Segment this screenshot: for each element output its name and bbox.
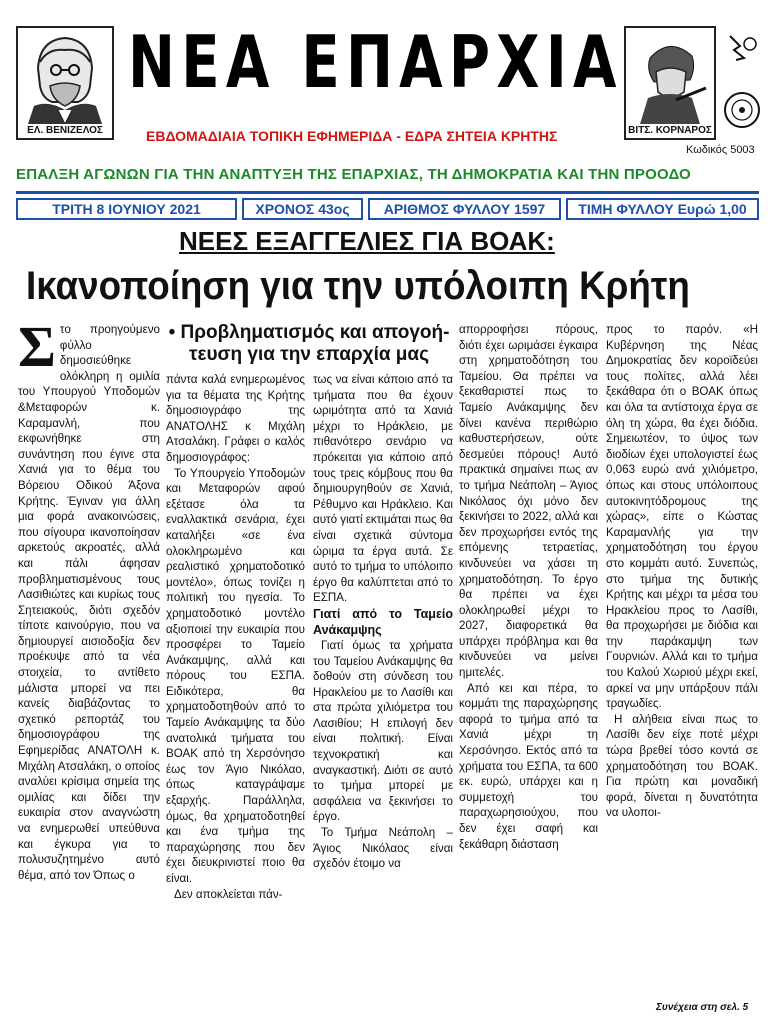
column-2-paragraph: Δεν αποκλείεται πάν- xyxy=(174,887,283,901)
column-5-paragraph: Η αλήθεια είναι πως το Λασίθι δεν είχε ποτέ μέχρι τώρα βρεθεί τόσο κοντά σε χρηματοδότηση του ΒΟΑΚ. Για πρώτη και μοναδική φορά, δίνεται η δυνατότητα να υλοποι- xyxy=(606,712,758,820)
seal-stamp xyxy=(722,30,762,140)
newspaper-title: ΝΕΑ ΕΠΑΡΧΙΑ xyxy=(128,20,623,104)
newspaper-subtitle: ΕΒΔΟΜΑΔΙΑΙΑ ΤΟΠΙΚΗ ΕΦΗΜΕΡΙΔΑ - ΕΔΡΑ ΣΗΤΕΙΑ ΚΡΗΤΗΣ xyxy=(146,128,558,144)
column-3-paragraph: τως να είναι κάποιο από τα τμήματα που θα έχουν ωριμότητα από τα Χανιά μέχρι το Ηράκλειο, με πιθανότερο σενάριο να πρόκειται για κάποιο από τους τρεις κόμβους που θα δημιουργηθούν σε Χανιά, Ρέθυμνο και Ηράκλειο. Και αυτό γιατί εκτιμάται πως θα είναι σχετικά σύντομα ώριμα τα έργα αυτά. Σε αυτό το τμήμα το υπόλοιπο έργο θα καλύπτεται από το ΕΣΠΑ. xyxy=(313,373,453,605)
column-3-paragraph: Γιατί όμως τα χρήματα του Ταμείου Ανάκαμψης θα δοθούν στη σύνδεση του Ηρακλείου με το Λασίθι και στα πρώτα χιλιόμετρα του Λασιθίου; Η επιλογή δεν είναι πολιτική. Είναι τεχνοκρατική και αναγκαστική. Διότι σε αυτό το τμήμα μπορεί με ασφάλεια να ξεκινήσει το έργο. xyxy=(313,638,453,824)
article-headline: Ικανοποίηση για την υπόλοιπη Κρήτη xyxy=(26,264,690,308)
right-portrait-caption: ΒΙΤΣ. ΚΟΡΝΑΡΟΣ xyxy=(628,125,712,136)
article-column-1 xyxy=(18,322,160,1012)
column-2-paragraph: πάντα καλά ενημερωμένος για τα θέματα της Κρήτης δημοσιογράφο της ΑΝΑΤΟΛΗΣ κ Μιχάλη Ατσαλάκη. Γράφει ο καλός δημοσιογράφος: xyxy=(166,373,305,464)
issue-date: ΤΡΙΤΗ 8 ΙΟΥΝΙΟΥ 2021 xyxy=(16,198,237,220)
article-column-3 xyxy=(313,372,453,1012)
seal-stamp-image xyxy=(722,30,762,140)
column-2-paragraph: Το Υπουργείο Υποδομών και Μεταφορών αφού εξέτασε όλα τα εναλλακτικά σενάρια, έχει καταλήξει «σε ένα ολοκληρωμένο και ρεαλιστικό χρηματοδοτικό μοντέλο», όπως τονίζει η πολιτική του ηγεσία. Το χρηματοδοτικό μοντέλο αξιοποιεί την ευκαιρία που προσφέρει το Ταμείο Ανάκαμψης, αλλά και πόρους του ΕΣΠΑ. Ειδικότερα, θα χρηματοδοτηθούν από το Ταμείο Ανάκαμψης τα δύο ανατολικά τμήματα του ΒΟΑΚ από τη Χερσόνησο έως τον Άγιο Νικόλαο, όπως καταγράψαμε εξαρχής. Παράλληλα, όμως, θα χρηματοδοτηθεί και ένα τμήμα της παραχώρησης που δεν έχει διευκρινιστεί ποιο θα είναι. xyxy=(166,466,305,885)
kornaros-portrait xyxy=(624,26,716,140)
continued-link[interactable]: Συνέχεια στη σελ. 5 xyxy=(656,1002,749,1013)
kornaros-portrait-image xyxy=(626,28,714,124)
left-portrait-caption: ΕΛ. ΒΕΝΙΖΕΛΟΣ xyxy=(27,125,103,136)
article-column-2 xyxy=(166,372,305,1012)
venizelos-portrait-image xyxy=(18,28,112,124)
article-column-4 xyxy=(459,322,598,1012)
column-1-text: το προηγούμενο φύλλο δημοσιεύθηκε ολόκληρη η ομιλία του Υπουργού Υποδομών &Μεταφορών κ. Καραμανλή, που εκφωνήθηκε στη συνάντηση που έγινε στα Χανιά για το θέμα του Βόρειου Οδικού Άξονα Κρήτης. Έγιναν για άλλη μια φορά ανακοινώσεις, που σίγουρα ικανοποίησαν αρκετούς ακροατές, αλλά και πάλι άφησαν προβληματισμένους τους Λασιθιώτες και κυρίως τους Σητειακούς, διότι σχεδόν τίποτε καινούργιο, που να δημιουργεί αισιοδοξία δεν προέκυψε από τα νέα στοιχεία, το αντίθετο μάλιστα μπορεί να πει κανείς διαβάζοντας το σχετικό ρεπορτάζ του δημοσιογράφου της Εφημερίδας ΑΝΑΤΟΛΗ κ. Μιχάλη Ατσαλάκη, ο οποίος αναλύει κρίσιμα σημεία της ομιλίας και δίδει την ευκαιρία στον αναγνώστη να ενημερωθεί υπεύθυνα και έγκυρα για το πολυσυζητημένο αυτό θέμα, από τον Όπως ο xyxy=(18,323,160,882)
column-5-paragraph: προς το παρόν. «Η Κυβέρνηση της Νέας Δημοκρατίας δεν κοροϊδεύει τους πολίτες, αλλά λέει ξεκάθαρα ότι ο ΒΟΑΚ όπως και όλα τα αντίστοιχα έργα σε όλη τη χώρα, θα έχει διόδια. Σημειωτέον, το ύψος των διοδίων έχει υπολογιστεί έως 0,063 ευρώ ανά χιλιόμετρο, όπως και στους υπόλοιπους αυτοκινητόδρομους της χώρας», είπε ο Κώστας Καραμανλής για την χρηματοδότηση του έργου στο κομμάτι αυτό. Συνεπώς, στο τμήμα της δυτικής Κρήτης και μέχρι τα μέσα του Ηρακλείου προς το Λασίθι, θα προχωρήσει με διόδια και την παράκαμψη των Γουρνιών. Αλλά και το τμήμα του Καλού Χωριού μέχρι εκεί, αρκεί να μην υπάρξουν πάλι τραγωδίες. xyxy=(606,323,758,711)
issue-price: ΤΙΜΗ ΦΥΛΛΟΥ Ευρώ 1,00 xyxy=(566,198,759,220)
issue-number: ΑΡΙΘΜΟΣ ΦΥΛΛΟΥ 1597 xyxy=(368,198,561,220)
motto: ΕΠΑΛΞΗ ΑΓΩΝΩΝ ΓΙΑ ΤΗΝ ΑΝΑΠΤΥΞΗ ΤΗΣ ΕΠΑΡΧΙΑΣ, ΤΗ ΔΗΜΟΚΡΑΤΙΑ ΚΑΙ ΤΗΝ ΠΡΟΟΔΟ xyxy=(16,166,691,183)
code-number: Κωδικός 5003 xyxy=(686,144,755,156)
column-4-paragraph: απορροφήσει πόρους, διότι έχει ωριμάσει έγκαιρα στη χρηματοδότηση του Ταμείου. Θα πρέπει να ξεκαθαριστεί πως το Ταμείο Ανάκαμψης δεν δίνει κανένα περιθώριο καθυστερήσεων, ούτε δεσμεύει πόρους! Αυτό πρακτικά σημαίνει πως αν το τμήμα Νεάπολη – Άγιος Νικόλαος όχι μόνο δεν ξεκινήσει το 2022, αλλά και δεν προχωρήσει εντός της επόμενης τετραετίας, κινδυνεύει να χάσει τη χρηματοδότηση. Το έργο θα πρέπει να έχει ολοκληρωθεί μέχρι το 2027, διαφορετικά θα υπάρχει πρόβλημα και θα κινδυνεύει να μείνει ημιτελές. xyxy=(459,323,598,680)
column-4-paragraph: Από κει και πέρα, το κομμάτι της παραχώρησης αφορά το τμήμα από τα Χανιά μέχρι τη Χερσόνησο. Εκτός από τα χρήματα του ΕΣΠΑ, τα 600 εκ. ευρώ, υπάρχει και η συμμετοχή του παραχωρησιούχου, που δεν έχει σαφή και ξεκάθαρη διάσταση xyxy=(459,681,598,851)
column-3-paragraph: Το Τμήμα Νεάπολη – Άγιος Νικόλαος είναι σχεδόν έτοιμο να xyxy=(313,826,453,871)
column-3-subheading: Γιατί από το Ταμείο Ανάκαμψης xyxy=(313,606,453,637)
issue-year: ΧΡΟΝΟΣ 43ος xyxy=(242,198,363,220)
dropcap: Σ xyxy=(18,322,56,379)
article-subhead: • Προβληματισμός και απογοή-τευση για την επαρχία μας xyxy=(168,322,450,365)
info-bar-top-rule xyxy=(16,191,759,194)
venizelos-portrait xyxy=(16,26,114,140)
article-column-5 xyxy=(606,322,758,994)
article-kicker: ΝΕΕΣ ΕΞΑΓΓΕΛΙΕΣ ΓΙΑ ΒΟΑΚ: xyxy=(179,226,555,256)
